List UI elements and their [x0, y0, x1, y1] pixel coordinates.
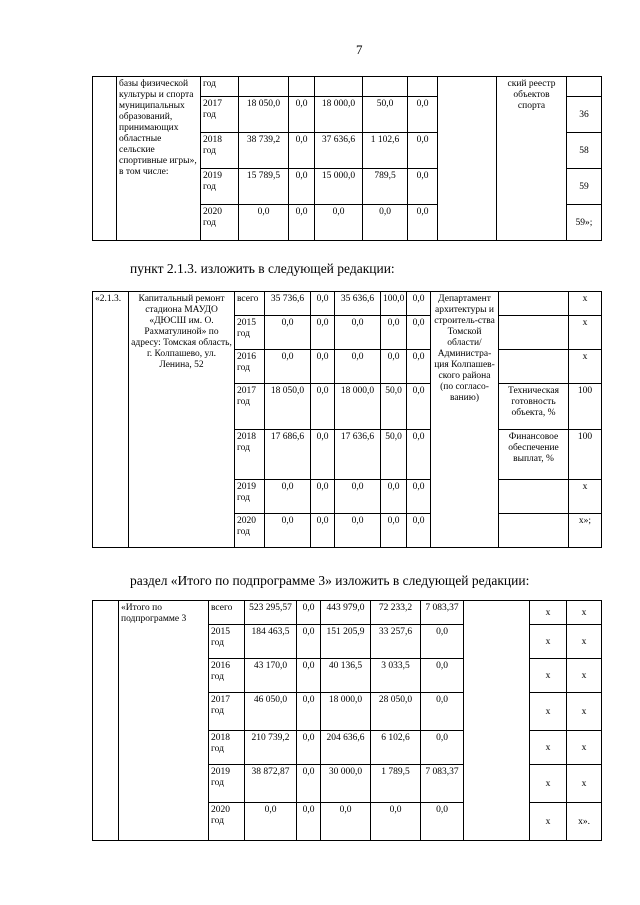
table-cell: 0,0: [371, 803, 421, 841]
table-cell: 100,0: [381, 292, 407, 316]
table-cell: 37 636,6: [315, 133, 363, 169]
table-cell: [499, 350, 569, 384]
table-cell: 0,0: [297, 693, 321, 731]
table-cell: 0,0: [335, 480, 381, 514]
table-cell: 2019 год: [235, 480, 265, 514]
table-cell: 0,0: [311, 430, 335, 480]
table-cell: 43 170,0: [245, 659, 297, 693]
table-cell: всего: [209, 601, 245, 625]
table-cell: 2017 год: [209, 693, 245, 731]
table-cell: 40 136,5: [321, 659, 371, 693]
table-cell: 0,0: [381, 350, 407, 384]
table-cell: 0,0: [289, 205, 315, 241]
table-cell: 2015 год: [235, 316, 265, 350]
table-cell: х: [569, 292, 602, 316]
table-cell: 151 205,9: [321, 625, 371, 659]
table-cell: 0,0: [297, 803, 321, 841]
table-cell: 59»;: [567, 205, 602, 241]
item-number-cell: «2.1.3.: [93, 292, 129, 548]
table-cell: 17 686,6: [265, 430, 311, 480]
table-cell: 28 050,0: [371, 693, 421, 731]
table-cell: 0,0: [265, 350, 311, 384]
table-cell: 0,0: [407, 480, 431, 514]
table-cell: 72 233,2: [371, 601, 421, 625]
table-cell: х: [569, 480, 602, 514]
table-cell: 0,0: [407, 316, 431, 350]
table-cell: 50,0: [363, 97, 408, 133]
table-cell: 38 739,2: [239, 133, 289, 169]
table-cell: 0,0: [408, 169, 438, 205]
table-cell: 18 050,0: [265, 384, 311, 430]
table-cell: х: [530, 601, 567, 625]
table-cell: 38 872,87: [245, 765, 297, 803]
table-cell: 184 463,5: [245, 625, 297, 659]
table-cell: 2020 год: [209, 803, 245, 841]
table-cell: 6 102,6: [371, 731, 421, 765]
table-cell: 30 000,0: [321, 765, 371, 803]
page-number: 7: [356, 42, 363, 57]
table-cell: Техническая готовность объекта, %: [499, 384, 569, 430]
paragraph-1: пункт 2.1.3. изложить в следующей редакции:: [130, 261, 395, 276]
table-cell: 0,0: [335, 316, 381, 350]
table-cell: год: [201, 77, 239, 97]
table-cell: 0,0: [321, 803, 371, 841]
table-cell: 0,0: [289, 169, 315, 205]
table-cell: х».: [567, 803, 602, 841]
table-cell: х: [567, 625, 602, 659]
table-cell: 2020 год: [201, 205, 239, 241]
table-cell: 0,0: [297, 731, 321, 765]
table-cell: 0,0: [408, 133, 438, 169]
table-cell: х: [569, 350, 602, 384]
table-cell: 100: [569, 430, 602, 480]
table-cell: 0,0: [421, 803, 464, 841]
table-cell: [499, 292, 569, 316]
table-cell: 0,0: [335, 350, 381, 384]
table-cell: 0,0: [408, 205, 438, 241]
number-cell: [93, 601, 119, 841]
table-cell: х: [530, 625, 567, 659]
table-cell: 50,0: [381, 430, 407, 480]
table-row: [93, 77, 602, 97]
table-cell: 100: [569, 384, 602, 430]
table-cell: 58: [567, 133, 602, 169]
table-cell: 2015 год: [209, 625, 245, 659]
table-cell: 50,0: [381, 384, 407, 430]
table-cell: 2016 год: [209, 659, 245, 693]
executor-cell: Департамент архитектуры и строитель-ства Томской области/ Администра-ция Колпашев-ского района (по согласо-ванию): [431, 292, 499, 548]
table-cell: 0,0: [289, 133, 315, 169]
table-cell: 46 050,0: [245, 693, 297, 731]
table-cell: 1 789,5: [371, 765, 421, 803]
table-cell: 59: [567, 169, 602, 205]
table-cell: 35 736,6: [265, 292, 311, 316]
table-cell: 0,0: [245, 803, 297, 841]
table-cell: 1 102,6: [363, 133, 408, 169]
table-cell: 33 257,6: [371, 625, 421, 659]
table-cell: х»;: [569, 514, 602, 548]
table-cell: 0,0: [407, 350, 431, 384]
table-cell: [289, 77, 315, 97]
table-cell: 15 789,5: [239, 169, 289, 205]
table-row: [93, 292, 602, 316]
paragraph-2: раздел «Итого по подпрограмме 3» изложить в следующей редакции:: [130, 573, 530, 588]
table-cell: 0,0: [265, 480, 311, 514]
table-cell: 2016 год: [235, 350, 265, 384]
table-cell: х: [567, 765, 602, 803]
table-cell: х: [567, 693, 602, 731]
number-cell: [93, 77, 117, 241]
table-cell: 17 636,6: [335, 430, 381, 480]
table-cell: х: [530, 693, 567, 731]
table-cell: 204 636,6: [321, 731, 371, 765]
table-cell: 210 739,2: [245, 731, 297, 765]
table-cell: 2017 год: [235, 384, 265, 430]
table-cell: 0,0: [311, 480, 335, 514]
total-name-cell: «Итого по подпрограмме 3: [119, 601, 209, 841]
table-3: [92, 600, 602, 841]
table-cell: 2018 год: [209, 731, 245, 765]
table-cell: 789,5: [363, 169, 408, 205]
table-cell: 2018 год: [201, 133, 239, 169]
table-cell: 15 000,0: [315, 169, 363, 205]
table-cell: 0,0: [315, 205, 363, 241]
table-cell: [408, 77, 438, 97]
table-cell: 0,0: [297, 625, 321, 659]
table-cell: 35 636,6: [335, 292, 381, 316]
table-cell: 18 050,0: [239, 97, 289, 133]
table-cell: [363, 77, 408, 97]
table-cell: 0,0: [265, 316, 311, 350]
table-cell: 0,0: [297, 601, 321, 625]
table-cell: 18 000,0: [335, 384, 381, 430]
table-cell: 0,0: [311, 514, 335, 548]
table-cell: [499, 316, 569, 350]
object-name-cell: Капитальный ремонт стадиона МАУДО «ДЮСШ им. О. Рахматулиной» по адресу: Томская область, г. Колпашево, ул. Ленина, 52: [129, 292, 235, 548]
table-cell: 0,0: [421, 659, 464, 693]
table-cell: 0,0: [408, 97, 438, 133]
table-cell: 0,0: [421, 731, 464, 765]
table-cell: [239, 77, 289, 97]
table-cell: х: [530, 803, 567, 841]
table-cell: 0,0: [335, 514, 381, 548]
executor-cell: [438, 77, 497, 241]
table-cell: 0,0: [289, 97, 315, 133]
table-cell: 0,0: [381, 514, 407, 548]
table-cell: 0,0: [381, 316, 407, 350]
table-cell: 2020 год: [235, 514, 265, 548]
table-cell: [499, 514, 569, 548]
table-cell: 2018 год: [235, 430, 265, 480]
table-cell: 7 083,37: [421, 601, 464, 625]
table-cell: 443 979,0: [321, 601, 371, 625]
table-cell: х: [567, 601, 602, 625]
table-cell: 2019 год: [201, 169, 239, 205]
table-cell: всего: [235, 292, 265, 316]
table-cell: 0,0: [297, 659, 321, 693]
table-cell: 0,0: [407, 514, 431, 548]
table-cell: 0,0: [239, 205, 289, 241]
table-cell: 0,0: [407, 292, 431, 316]
table-cell: [499, 480, 569, 514]
table-cell: х: [530, 659, 567, 693]
table-cell: 2017 год: [201, 97, 239, 133]
table-cell: 523 295,57: [245, 601, 297, 625]
table-cell: 36: [567, 97, 602, 133]
table-cell: 0,0: [421, 693, 464, 731]
table-cell: 0,0: [407, 430, 431, 480]
program-name-cell: базы физической культуры и спорта муниципальных образований, принимающих областные сельские спортивные игры», в том числе:: [117, 77, 201, 241]
table-cell: Финансовое обеспечение выплат, %: [499, 430, 569, 480]
table-cell: х: [530, 731, 567, 765]
table-cell: х: [569, 316, 602, 350]
table-cell: х: [567, 659, 602, 693]
table-cell: 0,0: [311, 292, 335, 316]
table-cell: [567, 77, 602, 97]
table-cell: 2019 год: [209, 765, 245, 803]
table-cell: 0,0: [421, 625, 464, 659]
table-cell: 0,0: [297, 765, 321, 803]
table-cell: 7 083,37: [421, 765, 464, 803]
table-cell: 3 033,5: [371, 659, 421, 693]
indicator-cell: ский реестр объектов спорта: [497, 77, 567, 241]
table-row: [93, 601, 602, 625]
table-1: [92, 76, 602, 241]
table-cell: 18 000,0: [321, 693, 371, 731]
table-cell: 0,0: [311, 350, 335, 384]
table-cell: 0,0: [381, 480, 407, 514]
table-cell: 0,0: [311, 384, 335, 430]
table-cell: [315, 77, 363, 97]
table-cell: 0,0: [407, 384, 431, 430]
table-cell: х: [530, 765, 567, 803]
table-cell: 18 000,0: [315, 97, 363, 133]
table-cell: 0,0: [265, 514, 311, 548]
table-cell: 0,0: [363, 205, 408, 241]
executor-cell: [464, 601, 530, 841]
table-cell: х: [567, 731, 602, 765]
table-cell: 0,0: [311, 316, 335, 350]
table-2: [92, 291, 602, 548]
